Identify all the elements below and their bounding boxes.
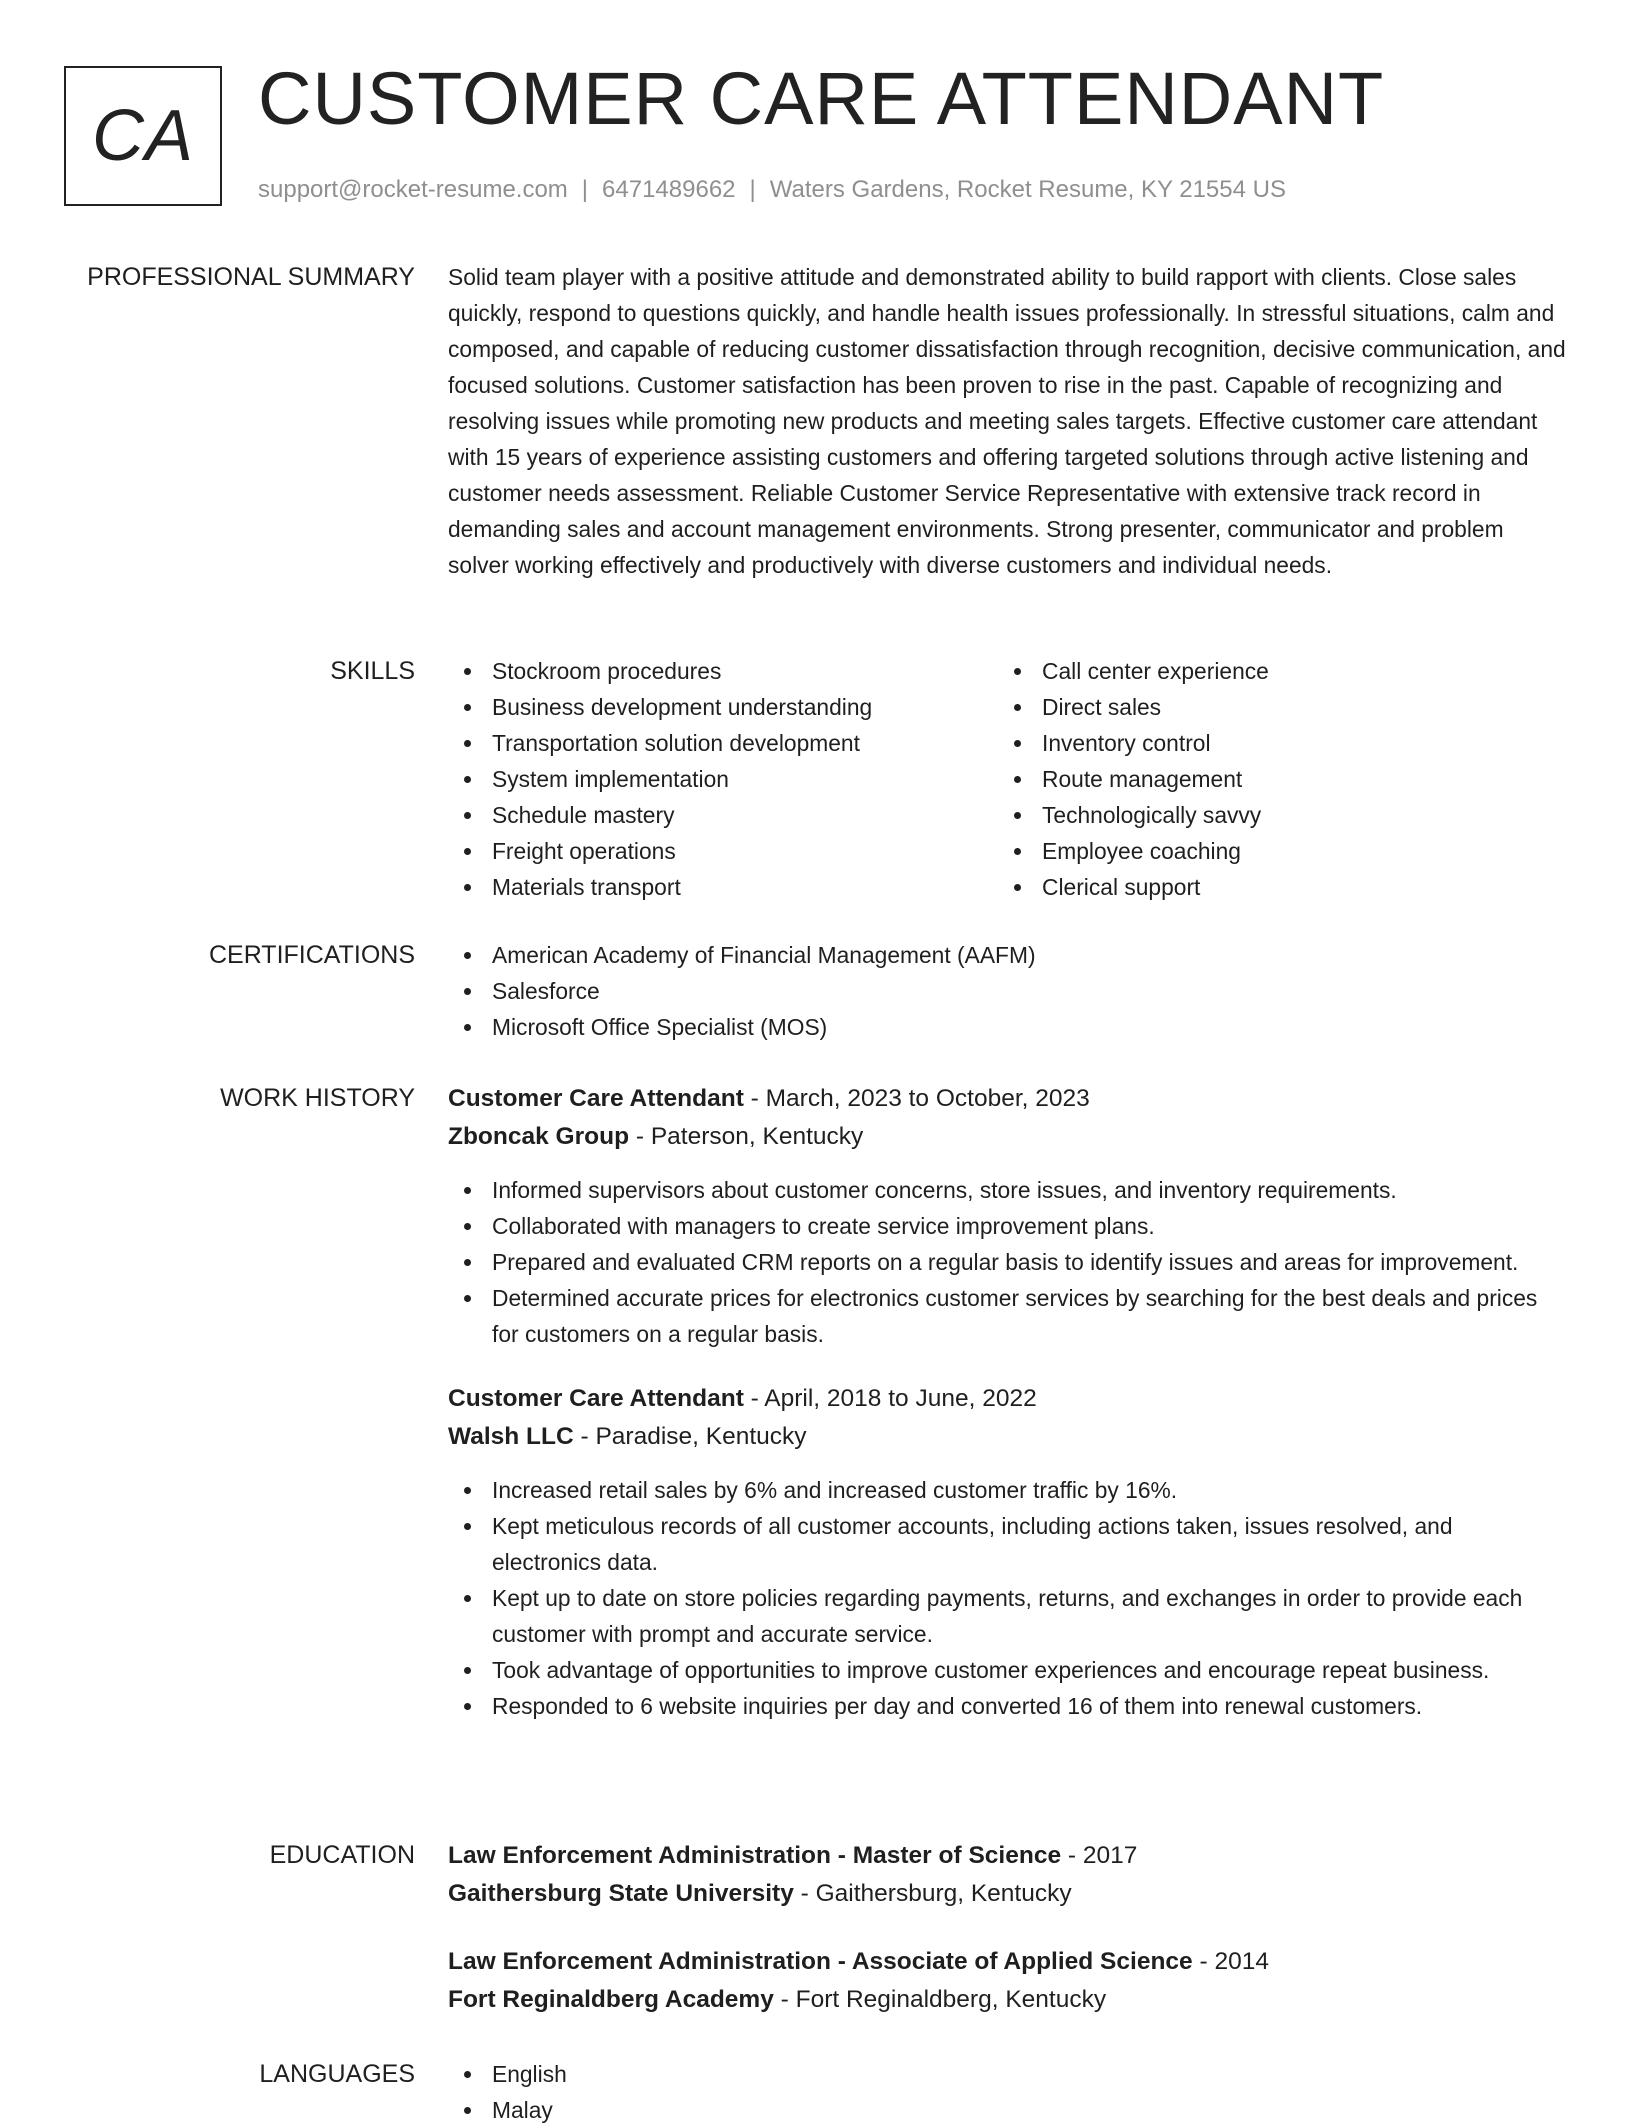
job-company: Zboncak Group [448, 1123, 630, 1150]
certifications-list [448, 937, 1566, 1045]
list-item: Microsoft Office Specialist (MOS) [448, 1009, 1566, 1045]
contact-separator: | [581, 176, 589, 203]
list-item: Call center experience [998, 653, 1548, 689]
school-name: Gaithersburg State University [448, 1880, 794, 1907]
job-title-line [448, 1080, 1566, 1118]
list-item: Prepared and evaluated CRM reports on a regular basis to identify issues and areas for improvement. [448, 1244, 1566, 1280]
job-dates: - March, 2023 to October, 2023 [743, 1085, 1090, 1112]
section-heading: PROFESSIONAL SUMMARY [87, 263, 415, 291]
list-item: Clerical support [998, 869, 1548, 905]
job-company-line [448, 1118, 1566, 1156]
degree-line [448, 1837, 1566, 1875]
contact-line [258, 176, 1286, 204]
job-title: Customer Care Attendant [448, 1385, 744, 1412]
job-location: - Paterson, Kentucky [629, 1123, 864, 1150]
section-heading: EDUCATION [269, 1841, 415, 1869]
contact-email[interactable]: support@rocket-resume.com [258, 176, 568, 203]
section-heading: SKILLS [330, 657, 415, 685]
job-location: - Paradise, Kentucky [573, 1423, 807, 1450]
list-item: Kept meticulous records of all customer accounts, including actions taken, issues resolved, and electronics data. [448, 1508, 1566, 1580]
school-location: - Fort Reginaldberg, Kentucky [773, 1986, 1107, 2013]
degree-title: Law Enforcement Administration - Associate of Applied Science [448, 1948, 1193, 1975]
page-title: CUSTOMER CARE ATTENDANT [258, 57, 1385, 140]
job-entry [448, 1380, 1566, 1724]
job-company-line [448, 1418, 1566, 1456]
list-item: Malay [448, 2092, 1566, 2128]
monogram-box [64, 66, 222, 206]
list-item: Took advantage of opportunities to improve customer experiences and encourage repeat business. [448, 1652, 1566, 1688]
school-name: Fort Reginaldberg Academy [448, 1986, 774, 2013]
job-company: Walsh LLC [448, 1423, 574, 1450]
list-item: Kept up to date on store policies regarding payments, returns, and exchanges in order to provide each customer with prompt and accurate service. [448, 1580, 1566, 1652]
list-item: Employee coaching [998, 833, 1548, 869]
list-item: Materials transport [448, 869, 998, 905]
list-item: Business development understanding [448, 689, 998, 725]
job-entry [448, 1080, 1566, 1352]
job-title-line [448, 1380, 1566, 1418]
school-location: - Gaithersburg, Kentucky [793, 1880, 1072, 1907]
education-entry [448, 1943, 1566, 2019]
contact-phone[interactable]: 6471489662 [602, 176, 736, 203]
monogram-initials: CA [91, 96, 195, 176]
contact-address: Waters Gardens, Rocket Resume, KY 21554 US [769, 176, 1286, 203]
degree-year: - 2014 [1192, 1948, 1269, 1975]
job-bullets [448, 1172, 1566, 1352]
list-item: Route management [998, 761, 1548, 797]
list-item: Increased retail sales by 6% and increased customer traffic by 16%. [448, 1472, 1566, 1508]
languages-list [448, 2056, 1566, 2128]
contact-separator: | [749, 176, 756, 203]
list-item: Salesforce [448, 973, 1566, 1009]
degree-year: - 2017 [1061, 1842, 1138, 1869]
skills-list-right [998, 653, 1548, 905]
list-item: Responded to 6 website inquiries per day and converted 16 of them into renewal customers. [448, 1688, 1566, 1724]
list-item: System implementation [448, 761, 998, 797]
education-entry [448, 1837, 1566, 1913]
section-heading: LANGUAGES [259, 2060, 415, 2088]
list-item: Informed supervisors about customer concerns, store issues, and inventory requirements. [448, 1172, 1566, 1208]
degree-title: Law Enforcement Administration - Master of Science [448, 1842, 1062, 1869]
list-item: Freight operations [448, 833, 998, 869]
degree-line [448, 1943, 1566, 1981]
list-item: Schedule mastery [448, 797, 998, 833]
list-item: Direct sales [998, 689, 1548, 725]
list-item: American Academy of Financial Management (AAFM) [448, 937, 1566, 973]
job-title: Customer Care Attendant [448, 1085, 744, 1112]
section-heading: CERTIFICATIONS [208, 941, 415, 969]
summary-text: Solid team player with a positive attitude and demonstrated ability to build rapport with clients. Close sales quickly, respond to questions quickly, and handle health issues professionally. In stressful situations, calm and composed, and capable of reducing customer dissatisfaction through recognition, decisive communication, and focused solutions. Customer satisfaction has been proven to rise in the past. Capable of recognizing and resolving issues while promoting new products and meeting sales targets. Effective customer care attendant with 15 years of experience assisting customers and offering targeted solutions through active listening and customer needs assessment. Reliable Customer Service Representative with extensive track record in demanding sales and account management environments. Strong presenter, communicator and problem solver working effectively and productively with diverse customers and individual needs. [448, 264, 1566, 578]
list-item: Collaborated with managers to create service improvement plans. [448, 1208, 1566, 1244]
list-item: English [448, 2056, 1566, 2092]
section-heading: WORK HISTORY [220, 1084, 415, 1112]
list-item: Determined accurate prices for electronics customer services by searching for the best deals and prices for customers on a regular basis. [448, 1280, 1566, 1352]
list-item: Transportation solution development [448, 725, 998, 761]
list-item: Stockroom procedures [448, 653, 998, 689]
list-item: Technologically savvy [998, 797, 1548, 833]
list-item: Inventory control [998, 725, 1548, 761]
job-dates: - April, 2018 to June, 2022 [743, 1385, 1037, 1412]
skills-list-left [448, 653, 998, 905]
school-line [448, 1875, 1566, 1913]
job-bullets [448, 1472, 1566, 1724]
school-line [448, 1981, 1566, 2019]
